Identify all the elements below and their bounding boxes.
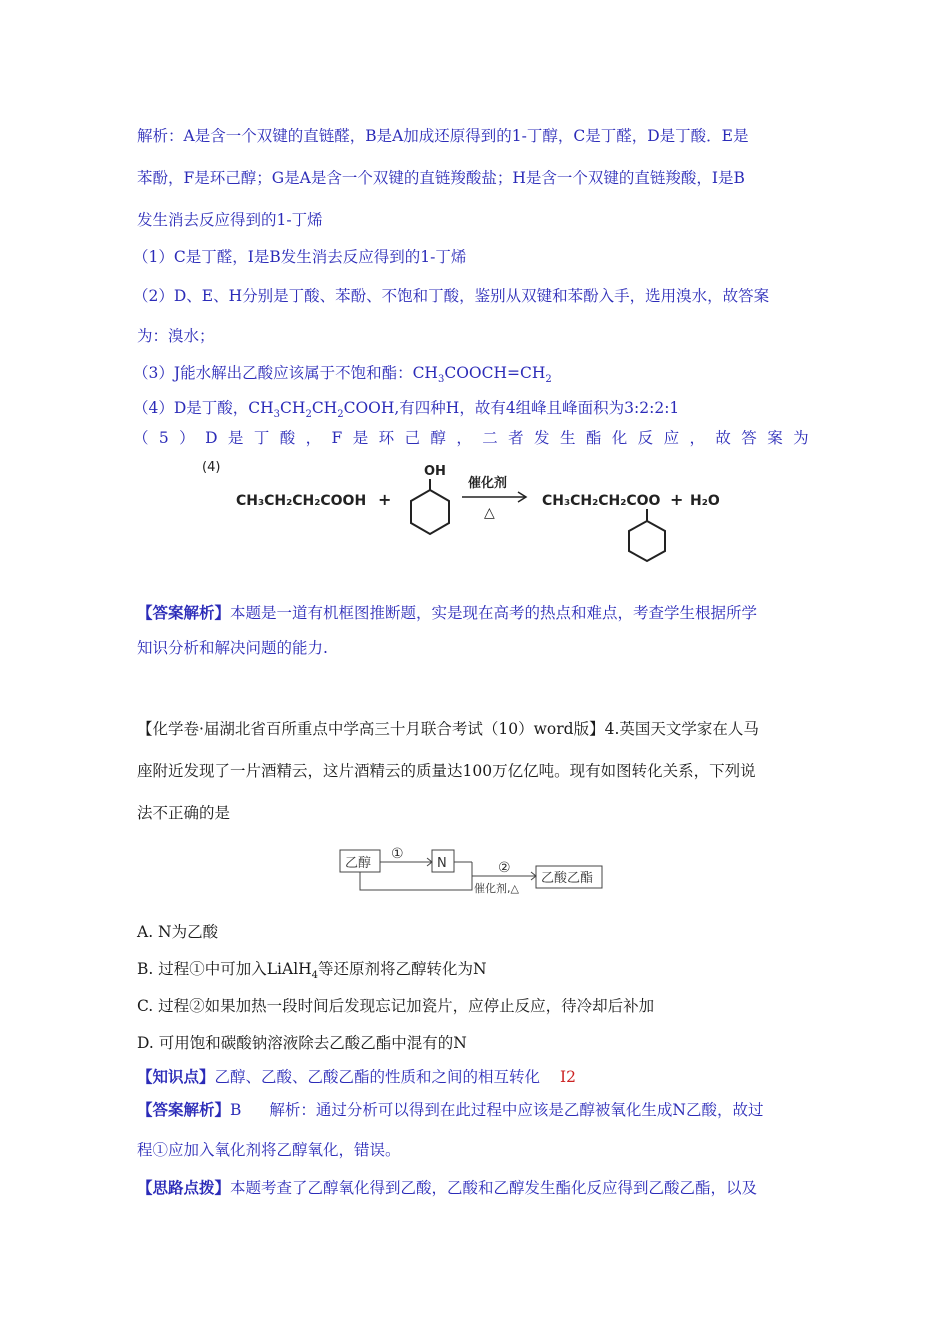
flow-condition: 催化剂,△ (474, 882, 519, 895)
analysis-part-2b: 为：溴水； (137, 327, 215, 345)
analysis-part-5-char: （ (133, 429, 149, 447)
analysis-part-5-char: 答 (741, 429, 757, 447)
cyclohexane-ring-2 (629, 521, 665, 561)
analysis-part-2a: （2）D、E、H分别是丁酸、苯酚、不饱和丁酸，鉴别从双键和苯酚入手，选用溴水，故答案 (133, 287, 770, 305)
analysis-part-5-char: ， (305, 429, 322, 447)
catalyst-label: 催化剂 (468, 476, 508, 491)
answer2-choice: B (230, 1101, 242, 1119)
knowledge-code: I2 (560, 1068, 577, 1086)
plus-sign-1: + (378, 490, 392, 509)
analysis-part-5 (133, 428, 809, 448)
option-d: D. 可用饱和碳酸钠溶液除去乙酸乙酯中混有的N (137, 1034, 467, 1052)
conversion-flowchart (336, 840, 616, 898)
analysis-part-5-char: 己 (404, 429, 421, 447)
answer-explain-tag: 【答案解析】 (137, 603, 231, 622)
flow-step-1: ① (391, 846, 404, 862)
water: H₂O (690, 493, 720, 509)
hint-line (137, 1178, 757, 1198)
analysis-part-5-char: 发 (534, 429, 550, 447)
oh-group: OH (424, 464, 446, 479)
answer-explain-text: 本题是一道有机框图推断题，实是现在高考的热点和难点，考查学生根据所学 (230, 604, 758, 622)
hint-text: 本题考查了乙醇氧化得到乙酸，乙酸和乙醇发生酯化反应得到乙酸乙酯，以及 (230, 1179, 758, 1197)
plus-sign-2: + (670, 490, 684, 509)
answer2-line-1 (137, 1100, 763, 1120)
analysis-part-5-char: 应 (663, 429, 680, 447)
analysis-part-5-char: D (205, 429, 218, 447)
answer2-text-1: 解析：通过分析可以得到在此过程中应该是乙醇被氧化生成N乙酸，故过 (269, 1101, 764, 1119)
analysis-part-5-char: 二 (482, 429, 498, 447)
question-line-2: 座附近发现了一片酒精云，这片酒精云的质量达100万亿亿吨。现有如图转化关系，下列说 (137, 762, 756, 780)
equation-label: (4) (202, 460, 221, 475)
flow-step-2: ② (498, 860, 511, 876)
knowledge-point (137, 1067, 576, 1087)
answer-explain-line-1 (137, 603, 757, 623)
answer2-line-2: 程①应加入氧化剂将乙醇氧化，错误。 (137, 1141, 401, 1159)
analysis-part-5-char: 案 (767, 429, 783, 447)
question-line-3: 法不正确的是 (137, 804, 231, 822)
analysis-part-5-char: 丁 (253, 429, 270, 447)
analysis-part-5-char: 酸 (279, 429, 296, 447)
answer-explain-line-2: 知识分析和解决问题的能力. (137, 639, 328, 657)
knowledge-text: 乙醇、乙酸、乙酸乙酯的性质和之间的相互转化 (214, 1068, 541, 1086)
analysis-line-1: 解析：A是含一个双键的直链醛，B是A加成还原得到的1-丁醇，C是丁醛，D是丁酸．E是 (137, 127, 749, 145)
analysis-line-2: 苯酚，F是环己醇；G是A是含一个双键的直链羧酸盐；H是含一个双键的直链羧酸，I是B (137, 169, 745, 187)
analysis-part-5-char: 为 (793, 429, 809, 447)
knowledge-tag: 【知识点】 (137, 1067, 215, 1086)
flow-ethanol-label: 乙醇 (345, 856, 372, 871)
analysis-line-3: 发生消去反应得到的1-丁烯 (137, 211, 323, 229)
analysis-part-5-char: 者 (508, 429, 524, 447)
analysis-part-5-char: 化 (611, 429, 628, 447)
analysis-part-5-char: 环 (378, 429, 395, 447)
hint-tag: 【思路点拨】 (137, 1178, 231, 1197)
analysis-part-5-char: 反 (637, 429, 654, 447)
esterification-equation (200, 455, 740, 570)
analysis-part-3: （3）J能水解出乙酸应该属于不饱和酯：$CH_3COOCH=CH_2$ (133, 364, 552, 386)
flow-ethyl-acetate-label: 乙酸乙酯 (541, 871, 594, 886)
question-line-1: 【化学卷·届湖北省百所重点中学高三十月联合考试（10）word版】4.英国天文学家在人马 (137, 720, 759, 738)
flow-n-label: N (437, 856, 447, 871)
analysis-part-5-char: F (331, 429, 343, 447)
option-b: B. 过程①中可加入LiAlH$_4$等还原剂将乙醇转化为N (137, 960, 487, 982)
analysis-part-5-char: 5 (158, 429, 169, 447)
analysis-part-4: （4）D是丁酸，$CH_3CH_2CH_2COOH$,有四种H，故有4组峰且峰面积为3:2:2:1 (133, 399, 680, 421)
analysis-part-5-char: 是 (227, 429, 244, 447)
heat-symbol: △ (484, 505, 495, 521)
answer2-tag: 【答案解析】 (137, 1100, 231, 1119)
option-a: A. N为乙酸 (137, 923, 219, 941)
analysis-part-5-char: ， (689, 429, 705, 447)
analysis-part-5-char: 故 (715, 429, 731, 447)
reactant-butanoic-acid: CH₃CH₂CH₂COOH (236, 493, 367, 509)
cyclohexane-ring-1 (411, 490, 449, 534)
product-ester: CH₃CH₂CH₂COO (542, 493, 661, 509)
analysis-part-5-char: 醇 (430, 429, 446, 447)
analysis-part-5-char: ， (456, 429, 472, 447)
analysis-part-5-char: ） (179, 429, 195, 447)
analysis-part-5-char: 生 (559, 429, 576, 447)
option-c: C. 过程②如果加热一段时间后发现忘记加瓷片，应停止反应，待冷却后补加 (137, 997, 655, 1015)
analysis-part-1: （1）C是丁醛，I是B发生消去反应得到的1-丁烯 (133, 248, 467, 266)
analysis-part-5-char: 是 (352, 429, 369, 447)
analysis-part-5-char: 酯 (585, 429, 602, 447)
